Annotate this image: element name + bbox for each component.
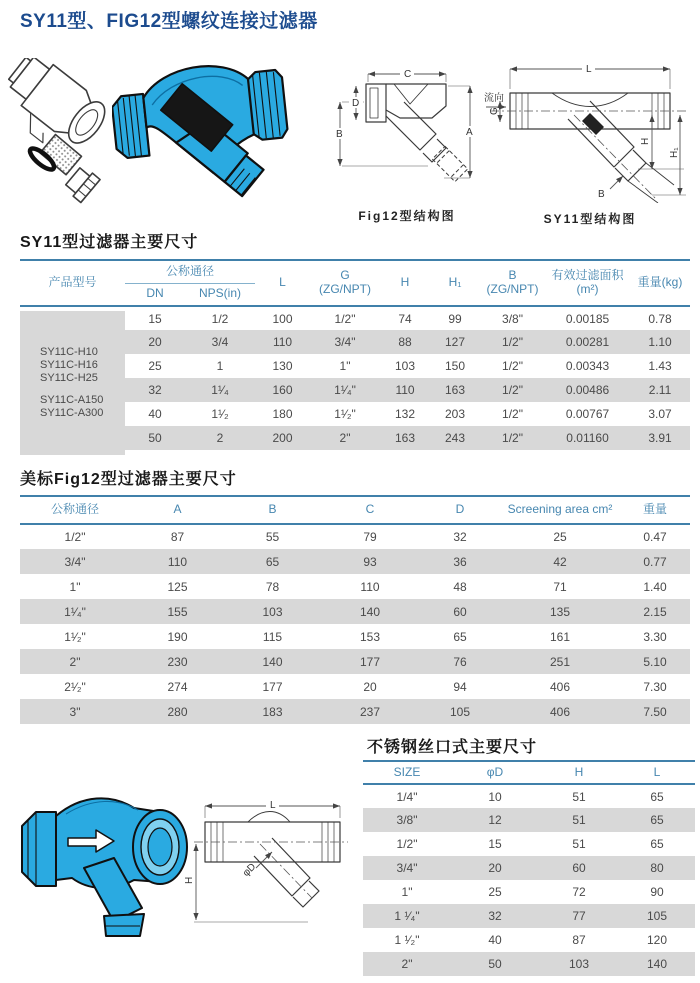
table-row	[20, 549, 690, 574]
table-row	[363, 928, 695, 952]
table-cell: 153	[359, 629, 381, 644]
table-row	[363, 904, 695, 928]
table-cell: 10	[488, 789, 502, 804]
table-cell: 1 ¹⁄₄"	[394, 909, 420, 923]
table-cell: 1/2"	[396, 837, 418, 851]
table-cell: 71	[553, 579, 567, 594]
col-header-b: B (ZG/NPT)	[486, 268, 539, 296]
table-cell: 1/2"	[502, 431, 523, 445]
table-cell: 150	[445, 359, 466, 373]
table-cell: 1/2"	[502, 359, 523, 373]
table2-body	[20, 524, 690, 724]
dim-label-h: H	[184, 876, 195, 884]
table-cell: 20	[363, 679, 377, 694]
table-row	[363, 952, 695, 976]
table-cell: 406	[549, 704, 571, 719]
table-cell: 163	[395, 431, 416, 445]
table-cell: 177	[262, 679, 283, 694]
table-cell: 2	[216, 431, 224, 445]
dim-label-h: H	[640, 137, 651, 145]
table-cell: 1"	[339, 359, 351, 373]
table-cell: 40	[148, 407, 162, 421]
table3-body	[363, 784, 695, 976]
table-cell: 1¹⁄₄	[211, 383, 229, 397]
dim-label-d: D	[352, 98, 360, 109]
dim-label-h1: H₁	[669, 147, 680, 158]
table-cell: 155	[167, 604, 188, 619]
model-name: SY11C-H25	[40, 372, 98, 384]
col-header-dn: DN	[146, 286, 164, 301]
table-cell: 243	[445, 431, 466, 445]
table-cell: 1/2"	[334, 311, 356, 326]
table-cell: 36	[453, 554, 467, 569]
sy11-caption: SY11型结构图	[543, 212, 637, 226]
col-header-g: G (ZG/NPT)	[319, 268, 372, 296]
col-header-dn-group: 公称通径	[125, 260, 255, 283]
table-cell: 2"	[69, 654, 81, 669]
col-header: H	[574, 764, 584, 779]
table-cell: 180	[272, 407, 293, 421]
table-cell: 2"	[339, 431, 351, 445]
product-models-cell	[20, 311, 125, 455]
table-cell: 25	[553, 530, 567, 544]
table-cell: 0.00343	[565, 359, 610, 373]
col-header: A	[173, 502, 182, 517]
fig12-caption: Fig12型结构图	[358, 209, 456, 223]
table-cell: 65	[265, 554, 280, 569]
model-name: SY11C-H16	[40, 359, 98, 371]
table-cell: 7.30	[643, 679, 667, 694]
table-cell: 120	[646, 933, 668, 947]
table-row	[363, 808, 695, 832]
col-header-area: 有效过滤面积 (m²)	[551, 268, 624, 296]
col-header: 重量	[642, 502, 667, 517]
fig12-structure-diagram	[328, 58, 486, 200]
table-cell: 0.77	[643, 554, 667, 569]
table-cell: 140	[359, 604, 381, 619]
dim-label-b: B	[598, 189, 605, 200]
table-cell: 74	[398, 311, 412, 326]
table-cell: 1/2"	[64, 530, 86, 544]
table-row	[20, 699, 690, 724]
table-cell: 140	[262, 654, 283, 669]
table-cell: 2.11	[648, 383, 672, 397]
table-cell: 406	[549, 679, 571, 694]
table-cell: 94	[453, 679, 467, 694]
table-cell: 40	[488, 933, 502, 947]
flow-direction-label: 流向	[484, 93, 504, 104]
model-group-2	[40, 394, 125, 420]
table-row	[363, 856, 695, 880]
table-cell: 1.10	[648, 335, 672, 349]
fig12-dimensions-table	[20, 495, 690, 724]
model-name: SY11C-A150	[40, 394, 104, 406]
dim-label-a: A	[466, 127, 473, 138]
table-cell: 3/4"	[334, 335, 356, 349]
table-cell: 1"	[401, 885, 413, 899]
table-cell: 3.07	[648, 407, 672, 421]
table-cell: 1¹⁄₄"	[334, 383, 356, 397]
table-cell: 1¹⁄₄"	[64, 604, 86, 619]
table-cell: 87	[572, 933, 586, 947]
table-cell: 32	[453, 530, 467, 544]
table-cell: 93	[363, 554, 377, 569]
table-cell: 2.15	[643, 604, 667, 619]
sy11-structure-figure	[482, 55, 698, 227]
table-cell: 65	[453, 629, 467, 644]
table-cell: 0.00185	[565, 311, 610, 326]
col-header-h1: H₁	[448, 275, 462, 290]
table-cell: 110	[360, 579, 380, 594]
table-cell: 0.00281	[565, 335, 610, 349]
table3-header	[363, 761, 695, 784]
col-header: C	[365, 502, 375, 517]
table-row	[363, 880, 695, 904]
table-row	[20, 599, 690, 624]
table-cell: 1/2"	[502, 383, 523, 397]
table-cell: 251	[549, 654, 571, 669]
dim-label-d: φD	[240, 861, 259, 879]
table-row	[20, 524, 690, 549]
table-cell: 60	[572, 861, 586, 875]
table-cell: 110	[395, 383, 415, 397]
sy11-structure-diagram	[482, 55, 698, 203]
table-cell: 99	[448, 311, 462, 326]
table-cell: 25	[488, 885, 502, 899]
table-cell: 1¹⁄₂	[211, 407, 229, 421]
table-cell: 1.40	[643, 579, 667, 594]
col-header: Screening area cm²	[507, 502, 613, 517]
table-cell: 55	[265, 530, 280, 544]
table-cell: 0.00486	[565, 383, 610, 397]
table-cell: 127	[445, 335, 466, 349]
table-cell: 12	[488, 813, 502, 827]
table-cell: 0.47	[643, 530, 667, 544]
table-cell: 110	[167, 554, 188, 569]
table-cell: 76	[453, 654, 467, 669]
table-cell: 51	[572, 789, 586, 804]
table-cell: 5.10	[643, 654, 667, 669]
table-cell: 274	[167, 679, 188, 694]
table-cell: 280	[167, 704, 188, 719]
table-cell: 103	[395, 359, 416, 373]
table-cell: 0.00767	[565, 407, 610, 421]
table-cell: 3.30	[643, 629, 667, 644]
table-cell: 3/4"	[396, 861, 418, 875]
table-cell: 103	[262, 604, 283, 619]
table3-wrapper	[363, 760, 695, 976]
table-cell: 237	[359, 704, 381, 719]
table-cell: 2¹⁄₂"	[64, 679, 86, 694]
col-header-nps: NPS(in)	[199, 286, 242, 301]
col-header-model: 产品型号	[48, 275, 97, 290]
dim-label-c: C	[404, 69, 412, 80]
dim-label-l: L	[270, 800, 276, 811]
page-title: SY11型、FIG12型螺纹连接过滤器	[20, 11, 318, 32]
table-cell: 110	[272, 335, 293, 349]
table-cell: 103	[568, 957, 590, 971]
table-cell: 1.43	[648, 359, 672, 373]
table1-header	[20, 260, 690, 306]
table-cell: 77	[572, 909, 586, 923]
table-row	[20, 624, 690, 649]
table-cell: 65	[650, 789, 664, 804]
table-cell: 1/4"	[396, 789, 418, 804]
table-cell: 50	[148, 431, 162, 445]
table-cell: 88	[398, 335, 412, 349]
table-cell: 32	[488, 909, 502, 923]
table-cell: 3/8"	[396, 813, 418, 827]
table-cell: 79	[363, 530, 377, 544]
table-cell: 65	[650, 837, 664, 851]
model-name: SY11C-H10	[40, 346, 98, 358]
col-header-l: L	[279, 275, 286, 290]
table-cell: 25	[148, 359, 162, 373]
table-cell: 1 ¹⁄₂"	[394, 933, 420, 947]
table1-wrapper	[20, 259, 690, 450]
model-group-1	[40, 346, 125, 385]
table-cell: 1/2"	[502, 407, 523, 421]
table-cell: 15	[488, 837, 502, 851]
table-cell: 183	[262, 704, 283, 719]
table-cell: 105	[646, 909, 668, 923]
table3-heading: 不锈钢丝口式主要尺寸	[367, 739, 538, 756]
table-cell: 230	[167, 654, 188, 669]
dim-label-l: L	[586, 64, 592, 75]
table-cell: 135	[549, 604, 571, 619]
table-cell: 163	[445, 383, 466, 397]
table-cell: 65	[650, 813, 664, 827]
table-cell: 203	[445, 407, 466, 421]
table-cell: 87	[170, 530, 185, 544]
blue-valve-illustration	[22, 798, 187, 936]
col-header: L	[653, 764, 661, 779]
table-cell: 161	[549, 629, 571, 644]
col-header: B	[268, 502, 277, 517]
table-cell: 1/2	[211, 311, 229, 326]
table-cell: 1¹⁄₂"	[334, 407, 356, 421]
table-row	[20, 649, 690, 674]
table-row	[20, 574, 690, 599]
table-cell: 2"	[401, 957, 413, 971]
table-cell: 1¹⁄₂"	[64, 629, 86, 644]
table-cell: 72	[572, 885, 586, 899]
table-cell: 3/8"	[502, 311, 523, 326]
table-cell: 15	[148, 311, 162, 326]
col-header: D	[455, 502, 465, 517]
cutaway-strainer-illustration	[112, 54, 292, 224]
col-header: SIZE	[393, 764, 421, 779]
table-cell: 90	[650, 885, 664, 899]
stainless-line-diagram	[194, 812, 348, 908]
stainless-strainer-figure	[8, 770, 353, 980]
table-cell: 177	[359, 654, 381, 669]
table-cell: 60	[453, 604, 467, 619]
table-cell: 1	[216, 359, 224, 373]
table-cell: 20	[488, 861, 502, 875]
col-header: φD	[486, 764, 504, 779]
table-cell: 125	[167, 579, 188, 594]
table-cell: 3/4	[211, 335, 229, 349]
table-cell: 130	[272, 359, 293, 373]
table-cell: 51	[572, 813, 586, 827]
table-row	[363, 832, 695, 856]
table-cell: 3/4"	[64, 554, 86, 569]
table-cell: 140	[646, 957, 668, 971]
exploded-strainer-illustration	[8, 58, 120, 208]
table-cell: 200	[272, 431, 293, 445]
table-row	[20, 674, 690, 699]
table-cell: 51	[572, 837, 586, 851]
table-cell: 105	[449, 704, 471, 719]
model-name: SY11C-A300	[40, 407, 104, 419]
table-cell: 115	[262, 629, 283, 644]
dim-label-g: G	[489, 107, 500, 115]
table-cell: 3.91	[648, 431, 672, 445]
table2-heading: 美标Fig12型过滤器主要尺寸	[20, 471, 237, 488]
table-row	[363, 784, 695, 808]
col-header-weight: 重量(kg)	[637, 275, 683, 290]
table-cell: 42	[553, 554, 567, 569]
col-header-h: H	[400, 275, 410, 290]
table-cell: 132	[395, 407, 416, 421]
table-cell: 80	[650, 861, 664, 875]
table-cell: 1/2"	[502, 335, 523, 349]
table-cell: 0.01160	[566, 431, 609, 445]
table-cell: 190	[167, 629, 188, 644]
table2-header	[20, 496, 690, 524]
fig12-structure-figure	[328, 58, 486, 224]
table-cell: 160	[272, 383, 293, 397]
table-cell: 78	[265, 579, 280, 594]
table2-wrapper	[20, 495, 690, 724]
table-cell: 50	[488, 957, 502, 971]
dim-label-b: B	[336, 129, 343, 140]
table-cell: 100	[272, 311, 293, 326]
table-cell: 0.78	[648, 311, 672, 326]
table-cell: 7.50	[643, 704, 667, 719]
table-cell: 48	[453, 579, 467, 594]
col-header: 公称通径	[50, 502, 99, 517]
table-cell: 20	[148, 335, 162, 349]
table-cell: 3"	[69, 704, 81, 719]
stainless-threaded-dimensions-table	[363, 760, 695, 976]
table1-heading: SY11型过滤器主要尺寸	[20, 234, 199, 251]
table-cell: 32	[148, 383, 162, 397]
table-cell: 1"	[69, 579, 81, 594]
